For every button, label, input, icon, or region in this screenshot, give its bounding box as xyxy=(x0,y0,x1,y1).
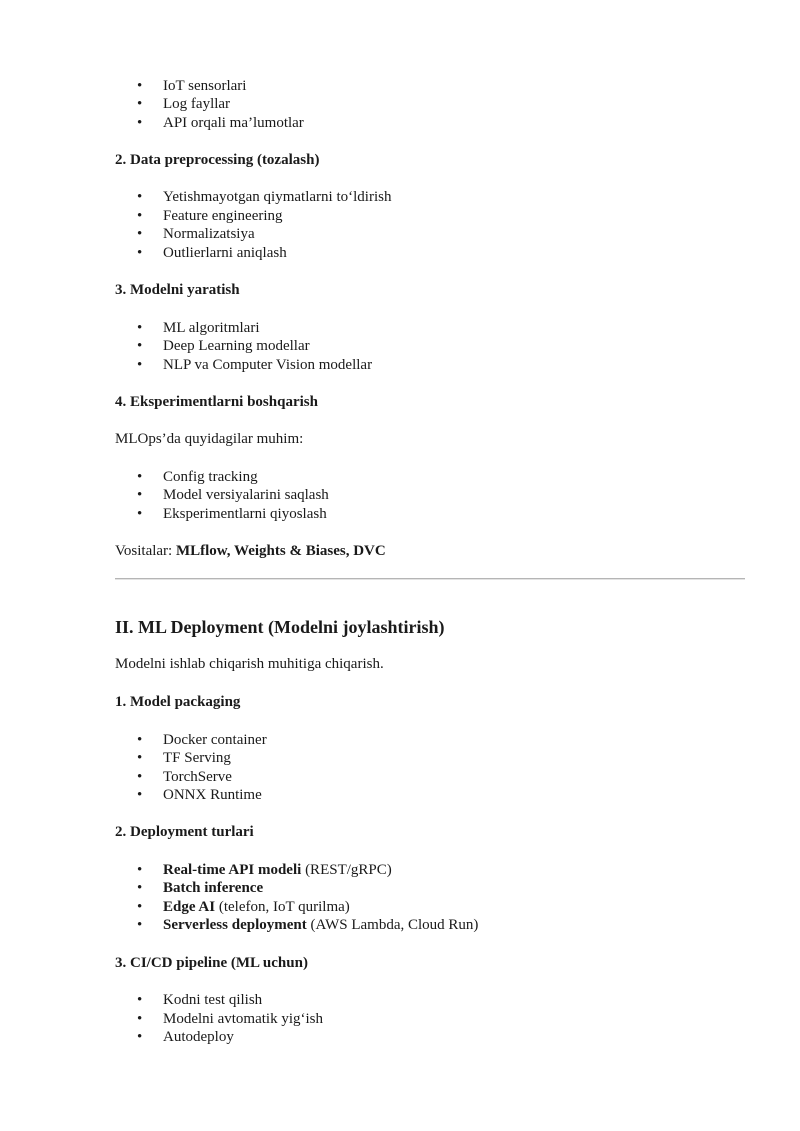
list-item: • Kodni test qilish xyxy=(137,992,263,1008)
tools-value: MLflow, Weights & Biases, DVC xyxy=(175,543,386,559)
bullet-icon: • xyxy=(137,78,143,94)
section-heading-preprocessing: 2. Data preprocessing (tozalash) xyxy=(115,152,320,168)
bullet-icon: • xyxy=(137,338,143,354)
list-item: • ONNX Runtime xyxy=(137,787,262,803)
bullet-icon: • xyxy=(137,769,143,785)
list-item: • Feature engineering xyxy=(137,208,283,224)
list-item: • Normalizatsiya xyxy=(137,226,255,242)
bullet-icon: • xyxy=(137,469,143,485)
list-item: • Autodeploy xyxy=(137,1029,234,1045)
list-item: • Config tracking xyxy=(137,469,258,485)
deployment-intro: Modelni ishlab chiqarish muhitiga chiqarish. xyxy=(115,656,384,672)
bullet-icon: • xyxy=(137,899,143,915)
bullet-icon: • xyxy=(137,245,143,261)
list-item: • Real-time API modeli (REST/gRPC) xyxy=(137,862,392,878)
bullet-icon: • xyxy=(137,208,143,224)
list-item: • ML algoritmlari xyxy=(137,320,260,336)
bullet-icon: • xyxy=(137,732,143,748)
bullet-icon: • xyxy=(137,1011,143,1027)
bullet-icon: • xyxy=(137,917,143,933)
bullet-icon: • xyxy=(137,862,143,878)
section-heading-cicd: 3. CI/CD pipeline (ML uchun) xyxy=(115,955,308,971)
bullet-icon: • xyxy=(137,880,143,896)
list-item: • Serverless deployment (AWS Lambda, Cloud Run) xyxy=(137,917,479,933)
list-item: • IoT sensorlari xyxy=(137,78,247,94)
bullet-icon: • xyxy=(137,189,143,205)
list-item: • Log fayllar xyxy=(137,96,231,112)
bullet-icon: • xyxy=(137,1029,143,1045)
list-item: • Edge AI (telefon, IoT qurilma) xyxy=(137,899,350,915)
list-item: • NLP va Computer Vision modellar xyxy=(137,357,373,373)
bullet-icon: • xyxy=(137,320,143,336)
section-heading-packaging: 1. Model packaging xyxy=(115,694,241,710)
list-item: • API orqali ma’lumotlar xyxy=(137,115,304,131)
section-heading-model: 3. Modelni yaratish xyxy=(115,282,240,298)
horizontal-divider xyxy=(115,578,745,580)
bullet-icon: • xyxy=(137,787,143,803)
bullet-icon: • xyxy=(137,357,143,373)
bullet-icon: • xyxy=(137,992,143,1008)
bullet-icon: • xyxy=(137,506,143,522)
tools-line xyxy=(115,542,386,560)
bullet-icon: • xyxy=(137,115,143,131)
list-item: • Yetishmayotgan qiymatlarni to‘ldirish xyxy=(137,189,392,205)
section-heading-experiments: 4. Eksperimentlarni boshqarish xyxy=(115,394,318,410)
bullet-icon: • xyxy=(137,487,143,503)
experiments-intro: MLOps’da quyidagilar muhim: xyxy=(115,431,304,447)
bullet-icon: • xyxy=(137,226,143,242)
list-item: • TorchServe xyxy=(137,769,232,785)
tools-label: Vositalar: xyxy=(115,543,176,559)
list-item: • Model versiyalarini saqlash xyxy=(137,487,329,503)
bullet-icon: • xyxy=(137,96,143,112)
list-item: • Modelni avtomatik yig‘ish xyxy=(137,1011,323,1027)
bullet-icon: • xyxy=(137,750,143,766)
list-item: • Outlierlarni aniqlash xyxy=(137,245,287,261)
list-item: • Batch inference xyxy=(137,880,264,896)
list-item: • Eksperimentlarni qiyoslash xyxy=(137,506,327,522)
section-heading-deployment-types: 2. Deployment turlari xyxy=(115,824,254,840)
section-title-deployment: II. ML Deployment (Modelni joylashtirish) xyxy=(115,617,445,637)
list-item: • Deep Learning modellar xyxy=(137,338,310,354)
list-item: • TF Serving xyxy=(137,750,231,766)
list-item: • Docker container xyxy=(137,732,267,748)
